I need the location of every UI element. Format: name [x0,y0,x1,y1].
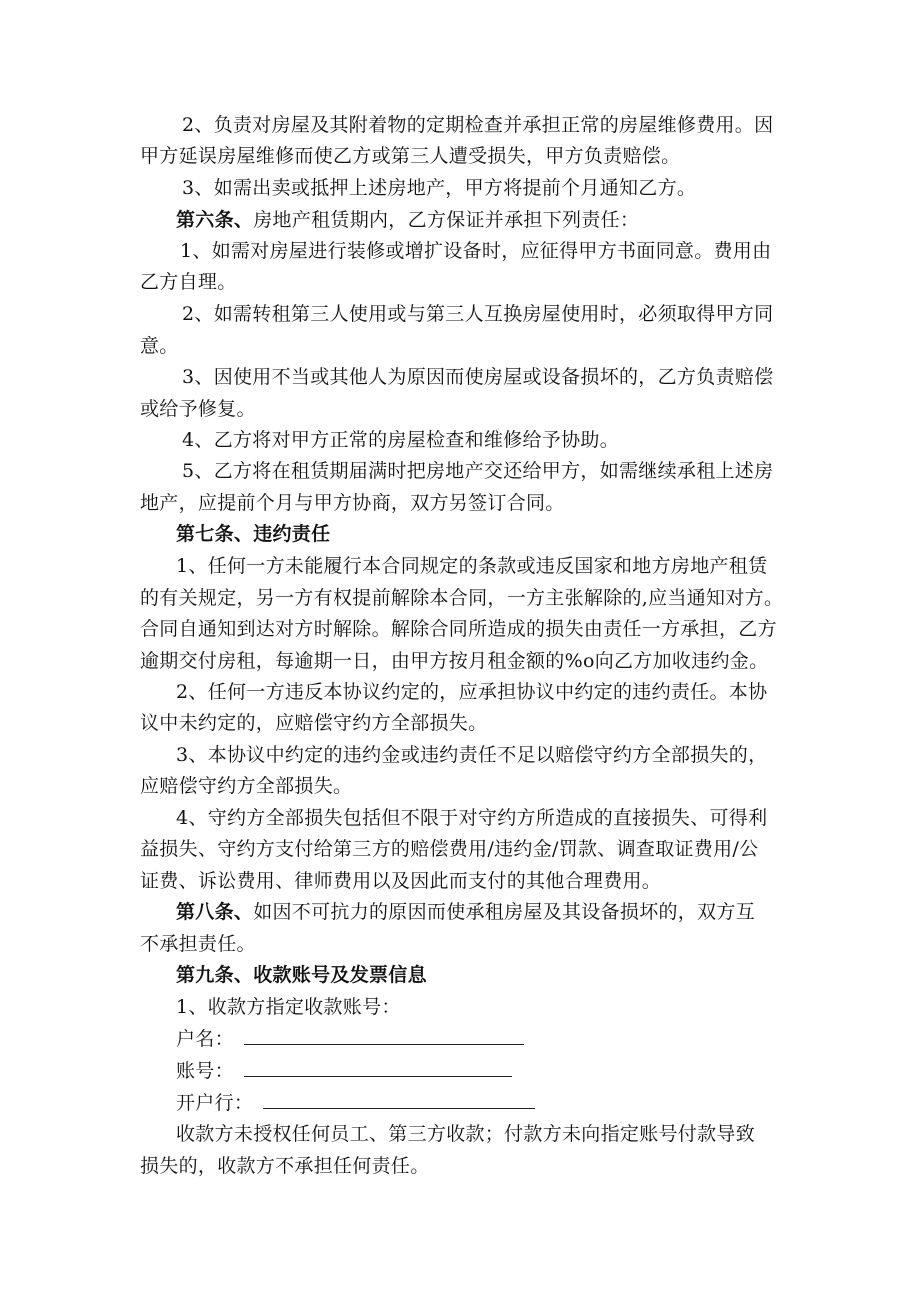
clause-7-1-line-4: 逾期交付房租，每逾期一日，由甲方按月租金额的%o向乙方加收违约金。 [140,650,769,672]
account-name-field [176,1026,524,1052]
clause-6-4-line-1: 4、乙方将对甲方正常的房屋检查和维修给予协助。 [182,429,619,451]
account-name-blank [244,1026,524,1045]
clause-7-1-line-3: 合同自通知到达对方时解除。解除合同所造成的损失由责任一方承担，乙方 [140,618,777,640]
bank-blank [263,1090,535,1109]
article-8-line-1 [176,899,755,925]
article-6-line [176,207,639,233]
account-name-label: 户名： [176,1028,234,1050]
clause-7-1-line-1: 1、任何一方未能履行本合同规定的条款或违反国家和地方房地产租赁 [176,555,768,577]
clause-9-2-line-2: 损失的，收款方不承担任何责任。 [140,1155,430,1177]
article-8-line-2: 不承担责任。 [140,933,256,955]
account-number-label: 账号： [176,1060,234,1082]
clause-7-4-line-1: 4、守约方全部损失包括但不限于对守约方所造成的直接损失、可得利 [176,807,768,829]
article-8-text: 如因不可抗力的原因而使承租房屋及其设备损坏的，双方互 [253,901,756,923]
clause-6-2-line-1: 2、如需转租第三人使用或与第三人互换房屋使用时，必须取得甲方同 [182,303,774,325]
clause-6-5-line-2: 地产，应提前个月与甲方协商，双方另签订合同。 [140,492,565,514]
clause-6-1-line-2: 乙方自理。 [140,271,237,293]
article-6-heading: 第六条、 [176,209,254,231]
clause-5-2-line-1: 2、负责对房屋及其附着物的定期检查并承担正常的房屋维修费用。因 [182,114,774,136]
clause-7-4-line-3: 证费、诉讼费用、律师费用以及因此而支付的其他合理费用。 [140,870,662,892]
clause-7-2-line-2: 议中未约定的，应赔偿守约方全部损失。 [140,712,488,734]
article-7-heading: 第七条、违约责任 [176,523,331,545]
clause-7-2-line-1: 2、任何一方违反本协议约定的，应承担协议中约定的违约责任。本协 [176,681,768,703]
clause-5-2-line-2: 甲方延误房屋维修而使乙方或第三人遭受损失，甲方负责赔偿。 [140,145,681,167]
clause-6-2-line-2: 意。 [140,335,179,357]
clause-9-1-line-1: 1、收款方指定收款账号： [176,996,401,1018]
clause-5-3-line-1: 3、如需出卖或抵押上述房地产，甲方将提前个月通知乙方。 [182,177,697,199]
clause-9-2-line-1: 收款方未授权任何员工、第三方收款；付款方未向指定账号付款导致 [176,1123,756,1145]
clause-6-5-line-1: 5、乙方将在租赁期届满时把房地产交还给甲方，如需继续承租上述房 [182,460,774,482]
clause-7-1-line-2: 的有关规定，另一方有权提前解除本合同，一方主张解除的,应当通知对方。 [140,587,784,609]
bank-label: 开户行： [176,1092,254,1114]
bank-field [176,1090,535,1116]
account-number-field [176,1058,512,1084]
clause-6-3-line-1: 3、因使用不当或其他人为原因而使房屋或设备损坏的，乙方负责赔偿 [182,366,774,388]
clause-7-4-line-2: 益损失、守约方支付给第三方的赔偿费用/违约金/罚款、调查取证费用/公 [140,838,759,860]
account-number-blank [244,1058,512,1077]
clause-6-3-line-2: 或给予修复。 [140,398,256,420]
clause-7-3-line-1: 3、本协议中约定的违约金或违约责任不足以赔偿守约方全部损失的， [176,744,768,766]
article-9-heading: 第九条、收款账号及发票信息 [176,964,427,986]
article-6-text: 房地产租赁期内，乙方保证并承担下列责任： [253,209,640,231]
article-8-heading: 第八条、 [176,901,254,923]
clause-6-1-line-1: 1、如需对房屋进行装修或增扩设备时，应征得甲方书面同意。费用由 [180,240,772,262]
clause-7-3-line-2: 应赔偿守约方全部损失。 [140,775,353,797]
